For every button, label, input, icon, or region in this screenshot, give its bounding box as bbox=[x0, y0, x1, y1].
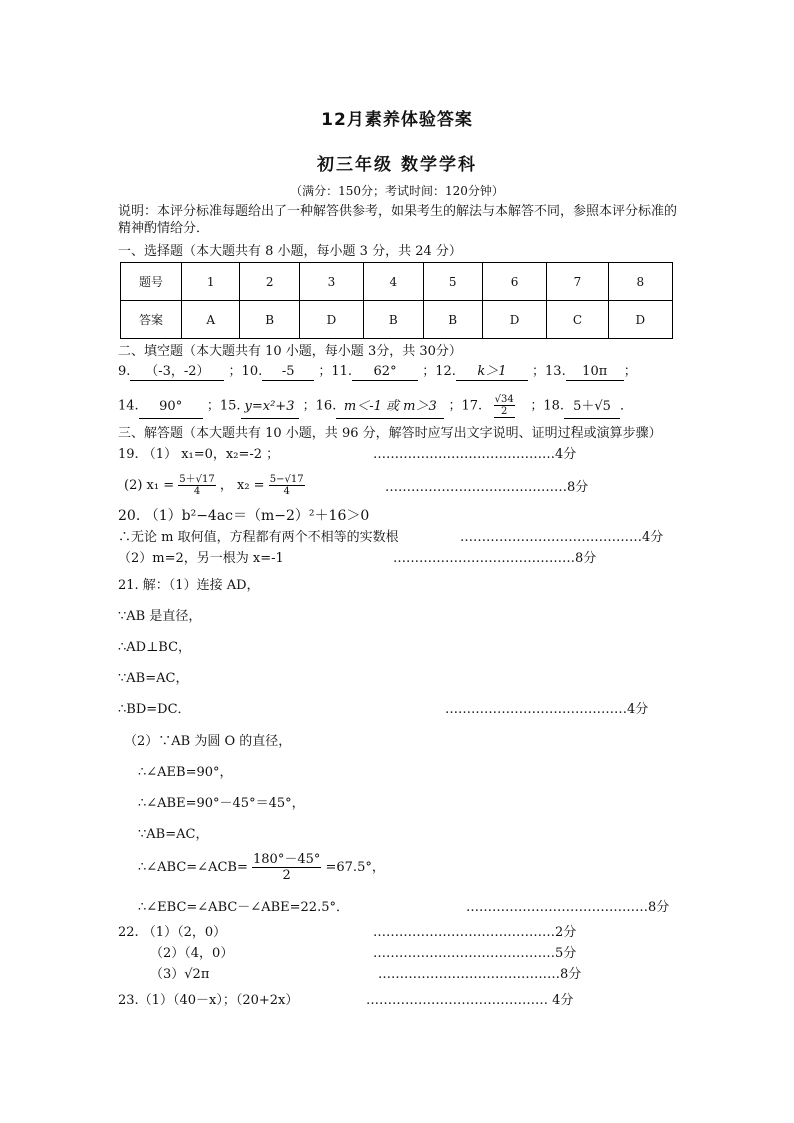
q21-frac-denominator: 2 bbox=[282, 868, 291, 883]
table-cell: B bbox=[423, 301, 482, 339]
q19-x2-denominator: 4 bbox=[283, 486, 290, 497]
q18-answer: 5＋√5 bbox=[564, 396, 620, 419]
q21-part1-score: ……………………………………4分 bbox=[445, 702, 649, 717]
q21-part2-line: ∴∠ABE=90°－45°＝45°， bbox=[138, 796, 305, 811]
q11-answer: 62° bbox=[352, 364, 418, 381]
q17-answer bbox=[482, 394, 526, 418]
q23-part1-score: …………………………………… 4分 bbox=[366, 993, 574, 1008]
table-cell: 8 bbox=[608, 263, 672, 301]
table-row-numbers bbox=[121, 263, 673, 301]
q13-end: ； bbox=[623, 364, 637, 379]
table-cell: 6 bbox=[482, 263, 546, 301]
q17-label: ；17. bbox=[448, 398, 483, 414]
q19-part2-prefix: (2) x₁ = bbox=[124, 478, 175, 493]
q21-line: ∵AB=AC， bbox=[118, 671, 189, 686]
score-info: （满分：150分；考试时间：120分钟） bbox=[290, 184, 504, 198]
q21-part2-line: ∵AB=AC， bbox=[138, 827, 209, 842]
q22-part3-score: ……………………………………8分 bbox=[378, 967, 582, 982]
q19-part2-mid: ， x₂ = bbox=[219, 478, 265, 493]
q21-part2: （2）∵AB 为圆 O 的直径， bbox=[124, 734, 292, 749]
q21-part2-fraction-line bbox=[138, 852, 385, 883]
fill-row-1 bbox=[118, 364, 637, 381]
q23-part1: 23.（1）（40－x）；（20+2x） bbox=[118, 993, 299, 1008]
section2-heading: 二、填空题（本大题共有 10 小题，每小题 3分，共 30分） bbox=[118, 344, 462, 359]
q17-denominator: 2 bbox=[500, 406, 508, 417]
q12-answer: k＞1 bbox=[456, 364, 528, 381]
q18-end: ． bbox=[620, 398, 634, 414]
q20-part2: （2）m=2，另一根为 x=-1 bbox=[118, 551, 284, 566]
q13-answer: 10π bbox=[566, 364, 624, 381]
row-label-answer: 答案 bbox=[121, 301, 182, 339]
q19-x1-numerator: 5＋√17 bbox=[179, 474, 215, 485]
q10-answer: -5 bbox=[262, 364, 314, 381]
table-cell: 4 bbox=[364, 263, 423, 301]
q19-x1-denominator: 4 bbox=[193, 486, 201, 497]
table-cell: B bbox=[240, 301, 299, 339]
q19-x2-numerator: 5−√17 bbox=[269, 474, 304, 485]
q21-line: ∴AD⊥BC， bbox=[118, 640, 192, 655]
document-subtitle: 初三年级 数学学科 bbox=[317, 155, 477, 175]
table-cell: 1 bbox=[182, 263, 240, 301]
table-cell: D bbox=[482, 301, 546, 339]
q17-numerator: √34 bbox=[494, 394, 514, 405]
q9-answer: （-3，-2） bbox=[130, 364, 224, 381]
table-cell: D bbox=[299, 301, 363, 339]
section3-heading: 三、解答题（本大题共有 10 小题，共 96 分，解答时应写出文字说明、证明过程或演算步骤） bbox=[118, 426, 662, 441]
table-cell: 3 bbox=[299, 263, 363, 301]
q20-conclusion: ∴无论 m 取何值，方程都有两个不相等的实数根 bbox=[118, 530, 399, 545]
q19-part2 bbox=[124, 474, 305, 497]
q21-frac-numerator: 180°－45° bbox=[253, 852, 321, 867]
table-row-answers bbox=[121, 301, 673, 339]
q21-frac-prefix: ∴∠ABC=∠ACB= bbox=[138, 860, 248, 875]
q21-line: ∵AB 是直径， bbox=[118, 609, 202, 624]
table-cell: B bbox=[364, 301, 423, 339]
table-cell: C bbox=[547, 301, 609, 339]
table-cell: 7 bbox=[547, 263, 609, 301]
q12-label: ；12. bbox=[422, 364, 456, 379]
q14-label: 14. bbox=[118, 398, 139, 414]
q22-part1: 22. （1）（2，0） bbox=[118, 925, 227, 940]
q21-frac-suffix: =67.5°， bbox=[325, 860, 385, 875]
q21-line: ∴BD=DC． bbox=[118, 702, 191, 717]
q22-part2: （2）（4，0） bbox=[150, 946, 234, 961]
q16-label: ；16. bbox=[302, 398, 337, 414]
q20-part1: 20. （1）b²−4ac＝（m−2）²＋16＞0 bbox=[118, 508, 370, 524]
row-label-number: 题号 bbox=[121, 263, 182, 301]
table-cell: 5 bbox=[423, 263, 482, 301]
q13-label: ；13. bbox=[532, 364, 566, 379]
section1-heading: 一、选择题（本大题共有 8 小题，每小题 3 分，共 24 分） bbox=[118, 244, 462, 259]
q21-intro: 21. 解：（1）连接 AD， bbox=[118, 578, 260, 593]
q9-label: 9. bbox=[118, 364, 131, 379]
q22-part3: （3）√2π bbox=[150, 967, 210, 982]
q21-part2-line: ∴∠EBC=∠ABC－∠ABE=22.5°． bbox=[138, 900, 349, 915]
table-cell: A bbox=[182, 301, 240, 339]
document-title: 12月素养体验答案 bbox=[321, 110, 473, 130]
q14-answer: 90° bbox=[139, 396, 203, 419]
q10-label: ；10. bbox=[228, 364, 263, 379]
q22-part1-score: ……………………………………2分 bbox=[373, 925, 577, 940]
q22-part2-score: ……………………………………5分 bbox=[373, 946, 577, 961]
answer-table bbox=[120, 262, 673, 339]
fill-row-2 bbox=[118, 394, 633, 419]
q21-part2-line: ∴∠AEB=90°， bbox=[138, 765, 233, 780]
scoring-note: 说明：本评分标准每题给出了一种解答供参考，如果考生的解法与本解答不同，参照本评分标准的精神酌情给分． bbox=[118, 204, 678, 236]
q19-part1-score: ……………………………………4分 bbox=[373, 447, 577, 462]
q15-answer: y=x²+3 bbox=[241, 396, 299, 419]
q18-label: ；18. bbox=[530, 398, 564, 414]
q19-part1: 19. （1） x₁=0，x₂=-2 ； bbox=[118, 447, 280, 462]
q11-label: ；11. bbox=[318, 364, 353, 379]
q21-part2-score: ……………………………………8分 bbox=[466, 900, 670, 915]
table-cell: D bbox=[608, 301, 672, 339]
q16-answer: m＜-1 或 m＞3 bbox=[336, 396, 444, 419]
table-cell: 2 bbox=[240, 263, 299, 301]
q20-part2-score: ……………………………………8分 bbox=[393, 551, 597, 566]
q20-conclusion-score: ……………………………………4分 bbox=[460, 530, 664, 545]
q19-part2-score: ……………………………………8分 bbox=[385, 480, 589, 495]
q15-label: ；15. bbox=[206, 398, 241, 414]
